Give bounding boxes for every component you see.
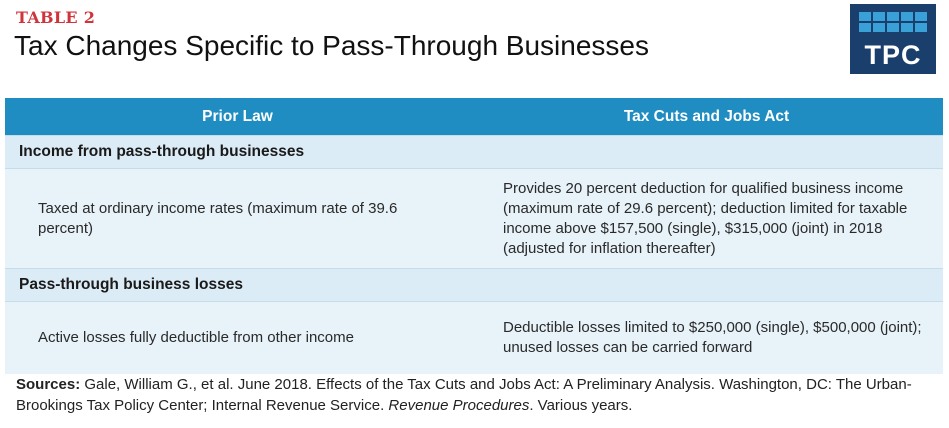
section-heading-losses: Pass-through business losses (5, 268, 943, 301)
sources-label: Sources: (16, 376, 81, 393)
section-heading-income: Income from pass-through businesses (5, 135, 943, 168)
tpc-logo (850, 4, 936, 74)
table-header (5, 98, 943, 135)
table-row (5, 301, 943, 374)
logo-text: TPC (864, 40, 922, 70)
cell-tcja: Provides 20 percent deduction for qualified business income (maximum rate of 29.6 percent); deduction limited for taxable income above $157,500 (single), $315,000 (joint) in 2018 (adjusted for inflation thereafter) (503, 179, 908, 257)
sources-text-end: . Various years. (529, 397, 633, 414)
table-label: TABLE 2 (16, 8, 96, 27)
logo-grid-icon (859, 12, 927, 32)
sources-text: Gale, William G., et al. June 2018. Effects of the Tax Cuts and Jobs Act: A Preliminary Analysis. Washington, DC: The Urban-Brookings Tax Policy Center; Internal Revenue Service. (16, 376, 912, 414)
sources-note (16, 374, 936, 416)
cell-tcja: Deductible losses limited to $250,000 (single), $500,000 (joint); unused losses can be carried forward (503, 319, 922, 356)
header-tcja: Tax Cuts and Jobs Act (623, 107, 790, 125)
cell-prior-law: Active losses fully deductible from other income (38, 329, 354, 346)
header-prior-law: Prior Law (202, 107, 273, 125)
page-title: Tax Changes Specific to Pass-Through Businesses (14, 30, 649, 61)
comparison-table (5, 98, 943, 374)
sources-italic: Revenue Procedures (388, 397, 530, 414)
table-row (5, 168, 943, 268)
cell-prior-law: Taxed at ordinary income rates (maximum rate of 39.6 percent) (38, 199, 398, 237)
